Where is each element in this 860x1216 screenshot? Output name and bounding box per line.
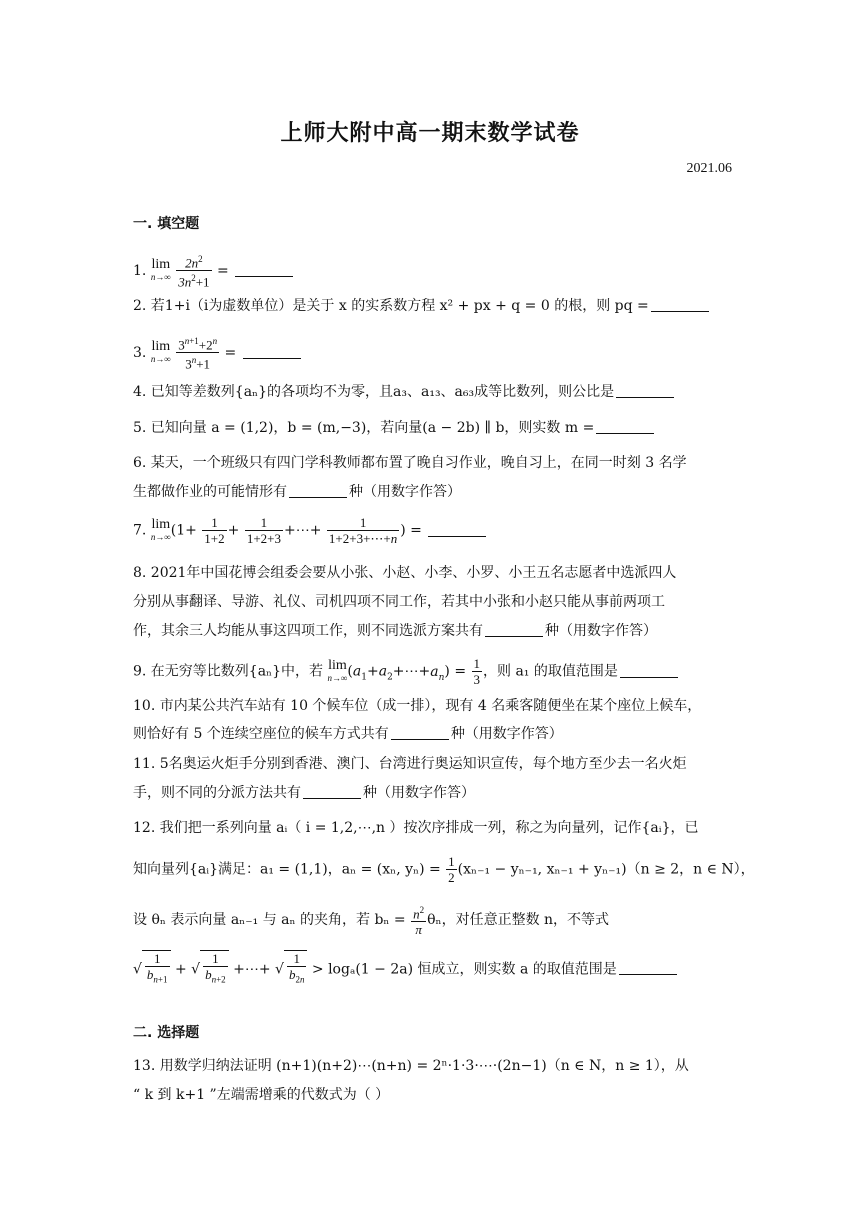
section-multiple-choice: 二. 选择题	[133, 1025, 200, 1041]
answer-blank[interactable]	[485, 622, 543, 637]
question-11-line-2: 手，则不同的分派方法共有 种（用数字作答）	[133, 785, 475, 801]
question-12-line-4: √ $\frac{1}{b_{n+1}}$ + √ $\frac{1}{b_{n+2}}$ +⋯+ √ $\frac{1}{b_{2n}}$ > logₐ(1 − 2a) 恒成立，则实数 a 的取值范围是	[133, 950, 733, 988]
question-13-line-1: 13. 用数学归纳法证明 (n+1)(n+2)⋯(n+n) = 2ⁿ·1·3·⋯·(2n−1)（n ∈ N，n ≥ 1），从	[133, 1058, 689, 1074]
question-10-line-2: 则恰好有 5 个连续空座位的候车方式共有 种（用数字作答）	[133, 726, 563, 742]
question-6-line-2: 生都做作业的可能情形有 种（用数字作答）	[133, 484, 461, 500]
answer-blank[interactable]	[616, 383, 674, 398]
answer-blank[interactable]	[243, 344, 301, 359]
question-9: 9. 在无穷等比数列{aₙ}中，若 lim n→∞ $(a_1+a_2+\cdots+a_n)$ = $\frac{1}{3}$ ，则 a₁ 的取值范围是	[133, 656, 733, 687]
question-8-line-3: 作，其余三人均能从事这四项工作，则不同选派方案共有 种（用数字作答）	[133, 623, 657, 639]
fraction: $\frac{2n^2}{3n^2+1}$	[178, 254, 210, 290]
question-5: 5. 已知向量 a = (1,2)，b = (m,−3)，若向量(a − 2b) ∥ b，则实数 m =	[133, 418, 733, 438]
answer-blank[interactable]	[428, 522, 486, 537]
question-12-line-3: 设 θₙ 表示向量 aₙ₋₁ 与 aₙ 的夹角，若 bₙ = $\frac{n^2}{\pi}$ θₙ，对任意正整数 n，不等式	[133, 905, 610, 938]
question-2: 2. 若1+i（i为虚数单位）是关于 x 的实系数方程 x² + px + q = 0 的根，则 pq =	[133, 296, 733, 316]
question-8-line-1: 8. 2021年中国花博会组委会要从小张、小赵、小李、小罗、小王五名志愿者中选派四人	[133, 565, 677, 581]
exam-date: 2021.06	[686, 161, 732, 176]
question-12-line-1: 12. 我们把一系列向量 aᵢ（ i = 1,2,⋯,n ）按次序排成一列，称之为向量列，记作{aᵢ}，已	[133, 820, 699, 836]
question-11-line-1: 11. 5名奥运火炬手分别到香港、澳门、台湾进行奥运知识宣传，每个地方至少去一名火炬	[133, 756, 687, 772]
answer-blank[interactable]	[596, 419, 654, 434]
question-10-line-1: 10. 市内某公共汽车站有 10 个候车位（成一排），现有 4 名乘客随便坐在某个座位上候车，	[133, 698, 702, 714]
answer-blank[interactable]	[235, 262, 293, 277]
answer-blank[interactable]	[651, 297, 709, 312]
question-4: 4. 已知等差数列{aₙ}的各项均不为零，且a₃、a₁₃、a₆₃成等比数列，则公比是	[133, 382, 733, 402]
page-title: 上师大附中高一期末数学试卷	[280, 121, 580, 146]
fraction: $\frac{3^{n+1}+2^n}{3^n+1}$	[178, 336, 218, 372]
question-1: 1. lim n→∞ $\frac{2n^2}{3n^2+1}$ =	[133, 252, 733, 290]
limit-expression: lim n→∞	[150, 516, 171, 542]
limit-expression: lim n→∞	[327, 657, 348, 683]
limit-expression: lim n→∞	[150, 338, 171, 364]
answer-blank[interactable]	[620, 663, 678, 678]
question-6-line-1: 6. 某天，一个班级只有四门学科教师都布置了晚自习作业，晚自习上，在同一时刻 3 名学	[133, 455, 687, 471]
question-8-line-2: 分别从事翻译、导游、礼仪、司机四项不同工作，若其中小张和小赵只能从事前两项工	[133, 594, 665, 610]
question-13-line-2: “ k 到 k+1 ”左端需增乘的代数式为（ ）	[133, 1087, 390, 1103]
answer-blank[interactable]	[303, 784, 361, 799]
question-7: 7. lim n→∞ (1+ $\frac{1}{1+2}$ + $\frac{1}{1+2+3}$ +⋯+ $\frac{1}{1+2+3+\cdots+n}$ ) =	[133, 515, 733, 546]
answer-blank[interactable]	[289, 483, 347, 498]
section-fill-in: 一. 填空题	[133, 216, 200, 232]
question-12-line-2: 知向量列{aᵢ}满足：a₁ = (1,1)，aₙ = (xₙ, yₙ) = $\frac{1}{2}$ (xₙ₋₁ − yₙ₋₁, xₙ₋₁ + yₙ₋₁)（n ≥ 2，n ∈ N），	[133, 854, 755, 885]
limit-expression: lim n→∞	[150, 256, 171, 282]
answer-blank[interactable]	[619, 960, 677, 975]
answer-blank[interactable]	[391, 725, 449, 740]
question-3: 3. lim n→∞ $\frac{3^{n+1}+2^n}{3^n+1}$ =	[133, 334, 733, 372]
